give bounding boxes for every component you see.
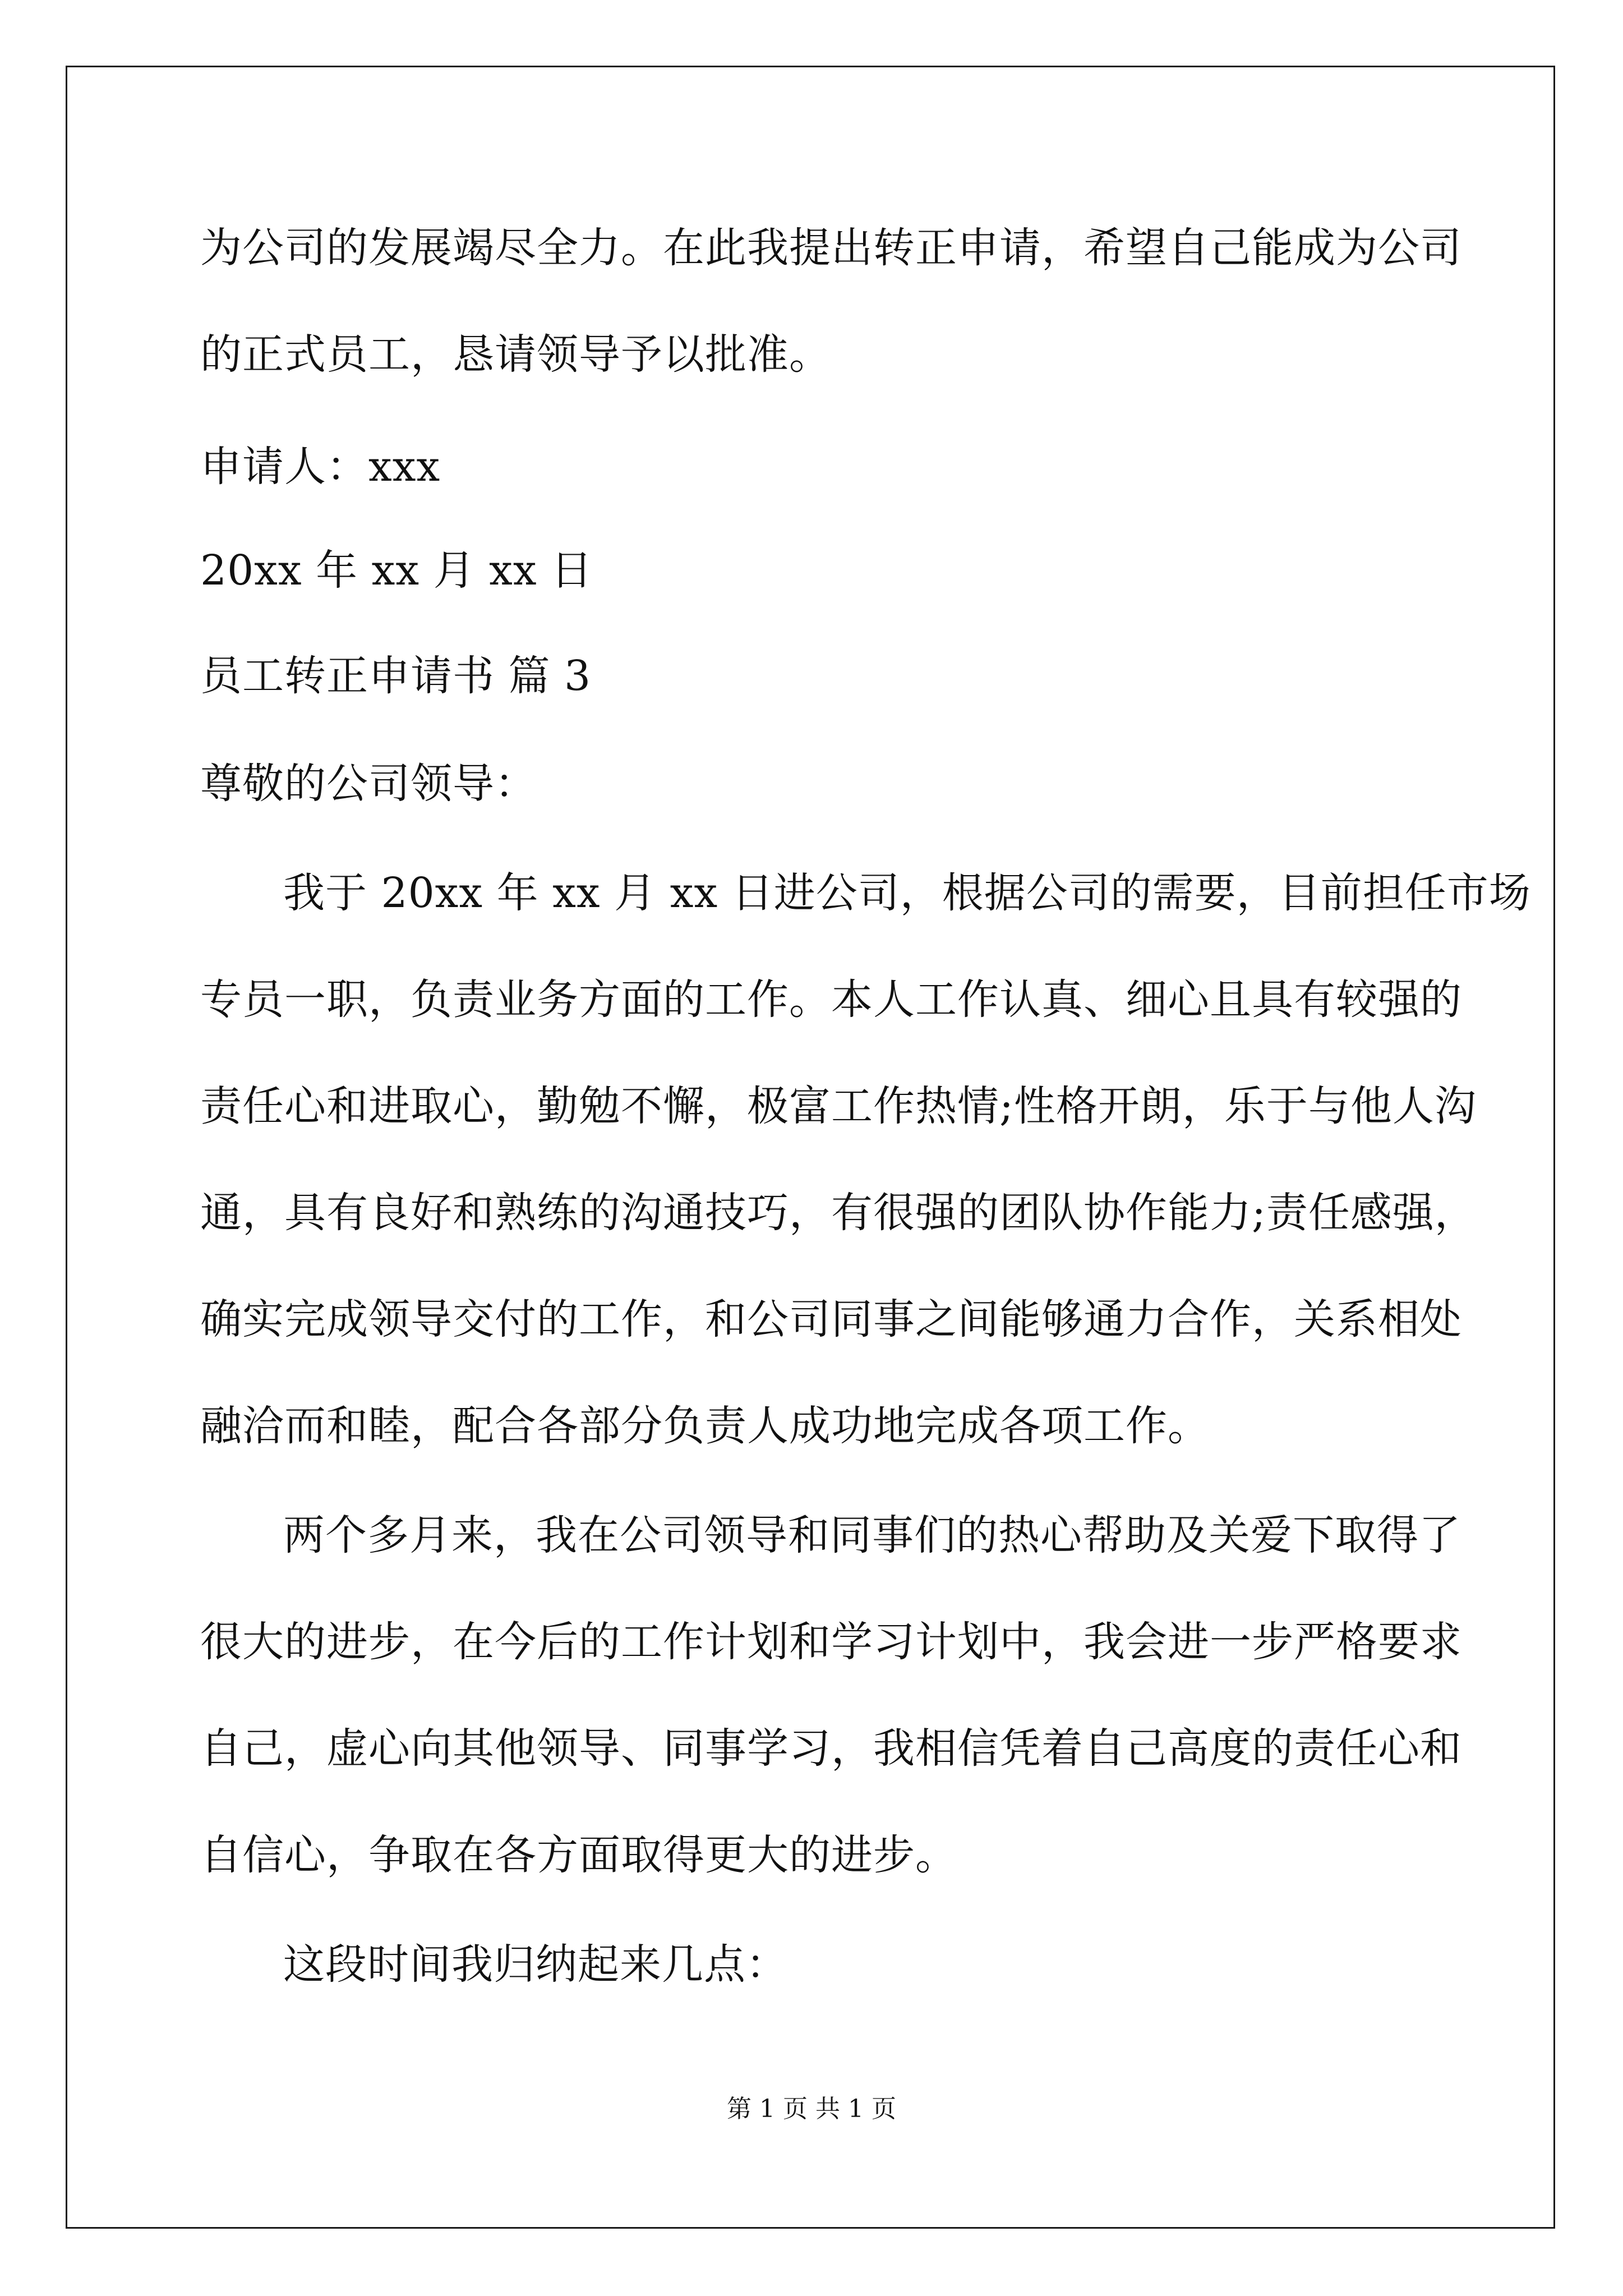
section-title: 员工转正申请书 篇 3 [200,652,592,700]
paragraph-line: 两个多月来，我在公司领导和同事们的热心帮助及关爱下取得了 [283,1511,1461,1559]
paragraph-line: 责任心和进取心，勤勉不懈，极富工作热情;性格开朗，乐于与他人沟 [200,1082,1477,1130]
salutation: 尊敬的公司领导： [200,760,537,808]
page-border [66,66,1555,2229]
paragraph-line: 自己，虚心向其他领导、同事学习，我相信凭着自己高度的责任心和 [200,1724,1462,1773]
paragraph-line: 确实完成领导交付的工作，和公司同事之间能够通力合作，关系相处 [200,1295,1462,1343]
paragraph-line: 通，具有良好和熟练的沟通技巧，有很强的团队协作能力;责任感强， [200,1189,1477,1237]
text-line: 为公司的发展竭尽全力。在此我提出转正申请，希望自己能成为公司 [200,224,1462,272]
paragraph-line: 我于 20xx 年 xx 月 xx 日进公司，根据公司的需要，目前担任市场 [283,869,1531,917]
paragraph-line: 很大的进步，在今后的工作计划和学习计划中，我会进一步严格要求 [200,1618,1462,1666]
paragraph-line: 这段时间我归纳起来几点： [283,1940,788,1989]
paragraph-line: 专员一职，负责业务方面的工作。本人工作认真、细心且具有较强的 [200,976,1462,1024]
date-line: 20xx 年 xx 月 xx 日 [200,546,593,595]
page-number-footer: 第 1 页 共 1 页 [727,2095,896,2123]
text-line: 的正式员工，恳请领导予以批准。 [200,330,831,379]
signature-line: 申请人：xxx [200,443,441,491]
paragraph-line: 融洽而和睦，配合各部分负责人成功地完成各项工作。 [200,1402,1210,1450]
paragraph-line: 自信心，争取在各方面取得更大的进步。 [200,1831,957,1879]
